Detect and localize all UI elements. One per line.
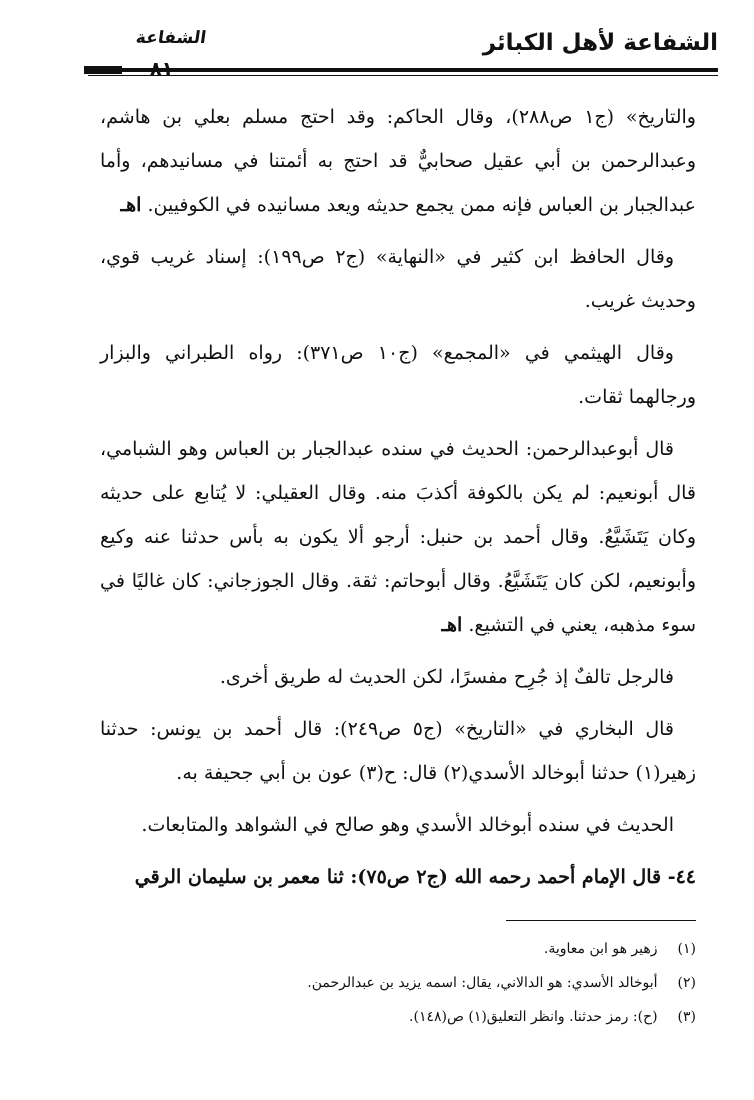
- end-quote-mark: اهـ: [441, 614, 463, 636]
- header-rule-thick: [88, 68, 718, 72]
- header-rule-thin: [88, 75, 718, 76]
- paragraph-1: [100, 95, 696, 227]
- paragraph-2: وقال الحافظ ابن كثير في «النهاية» (ج٢ ص١٩٩): إسناد غريب قوي، وحديث غريب.: [100, 246, 696, 312]
- main-text: [100, 95, 696, 907]
- header-rule-mark: [84, 66, 122, 74]
- footnote-text: زهير هو ابن معاوية.: [543, 941, 658, 957]
- paragraph-5: فالرجل تالفٌ إذ جُرِح مفسرًا، لكن الحديث له طريق أخرى.: [219, 666, 674, 688]
- footnote-number: (٣): [677, 1009, 696, 1025]
- paragraph-3: وقال الهيثمي في «المجمع» (ج١٠ ص٣٧١): رواه الطبراني والبزار ورجالهما ثقات.: [100, 342, 696, 408]
- footnote-3: [100, 1000, 696, 1034]
- paragraph-1-text: والتاريخ» (ج١ ص٢٨٨)، وقال الحاكم: وقد احتج مسلم بعلي بن هاشم، وعبدالرحمن بن أبي عقيل صحابيٌّ قد احتج به أئمتنا في مسانيدهم، وأما عبدالجبار بن العباس فإنه ممن يجمع حديثه ويعد مسانيده في الكوفيين.: [100, 106, 696, 216]
- hadith-entry-text: قال الإمام أحمد رحمه الله (ج٢ ص٧٥): ثنا معمر بن سليمان الرقي: [134, 866, 662, 888]
- paragraph-6: قال البخاري في «التاريخ» (ج٥ ص٢٤٩): قال أحمد بن يونس: حدثنا زهير(١) حدثنا أبوخالد الأسدي(٢) قال: ح(٣) عون بن أبي جحيفة به.: [100, 718, 696, 784]
- paragraph-4: [100, 427, 696, 647]
- hadith-entry-44: [100, 855, 696, 899]
- footnote-number: (٢): [677, 975, 696, 991]
- footnote-2: [100, 966, 696, 1000]
- end-quote-mark: اهـ: [120, 194, 142, 216]
- paragraph-4-text: قال أبوعبدالرحمن: الحديث في سنده عبدالجبار بن العباس وهو الشبامي، قال أبونعيم: لم يكن بالكوفة أكذبَ منه. وقال العقيلي: لا يُتابع على حديثه وكان يَتَشَيَّعُ. وقال أحمد بن حنبل: أرجو ألا يكون به بأس حدثنا عنه وكيع وأبونعيم، لكن كان يَتَشَيَّعُ. وقال أبوحاتم: ثقة. وقال الجوزجاني: كان غاليًا في سوء مذهبه، يعني في التشيع.: [100, 438, 696, 636]
- page-header: [88, 26, 718, 72]
- footnote-text: أبوخالد الأسدي: هو الدالاني، يقال: اسمه يزيد بن عبدالرحمن.: [307, 975, 658, 991]
- footnote-separator: [506, 920, 696, 921]
- running-title: الشفاعة لأهل الكبائر: [482, 30, 718, 56]
- footnote-1: [100, 932, 696, 966]
- footnote-number: (١): [677, 941, 696, 957]
- hadith-number: ٤٤-: [667, 866, 696, 888]
- footnotes: [100, 932, 696, 1034]
- book-logo: الشفاعة: [134, 28, 208, 48]
- paragraph-7: الحديث في سنده أبوخالد الأسدي وهو صالح في الشواهد والمتابعات.: [141, 814, 674, 836]
- footnote-text: (ح): رمز حدثنا. وانظر التعليق(١) ص(١٤٨).: [409, 1009, 658, 1025]
